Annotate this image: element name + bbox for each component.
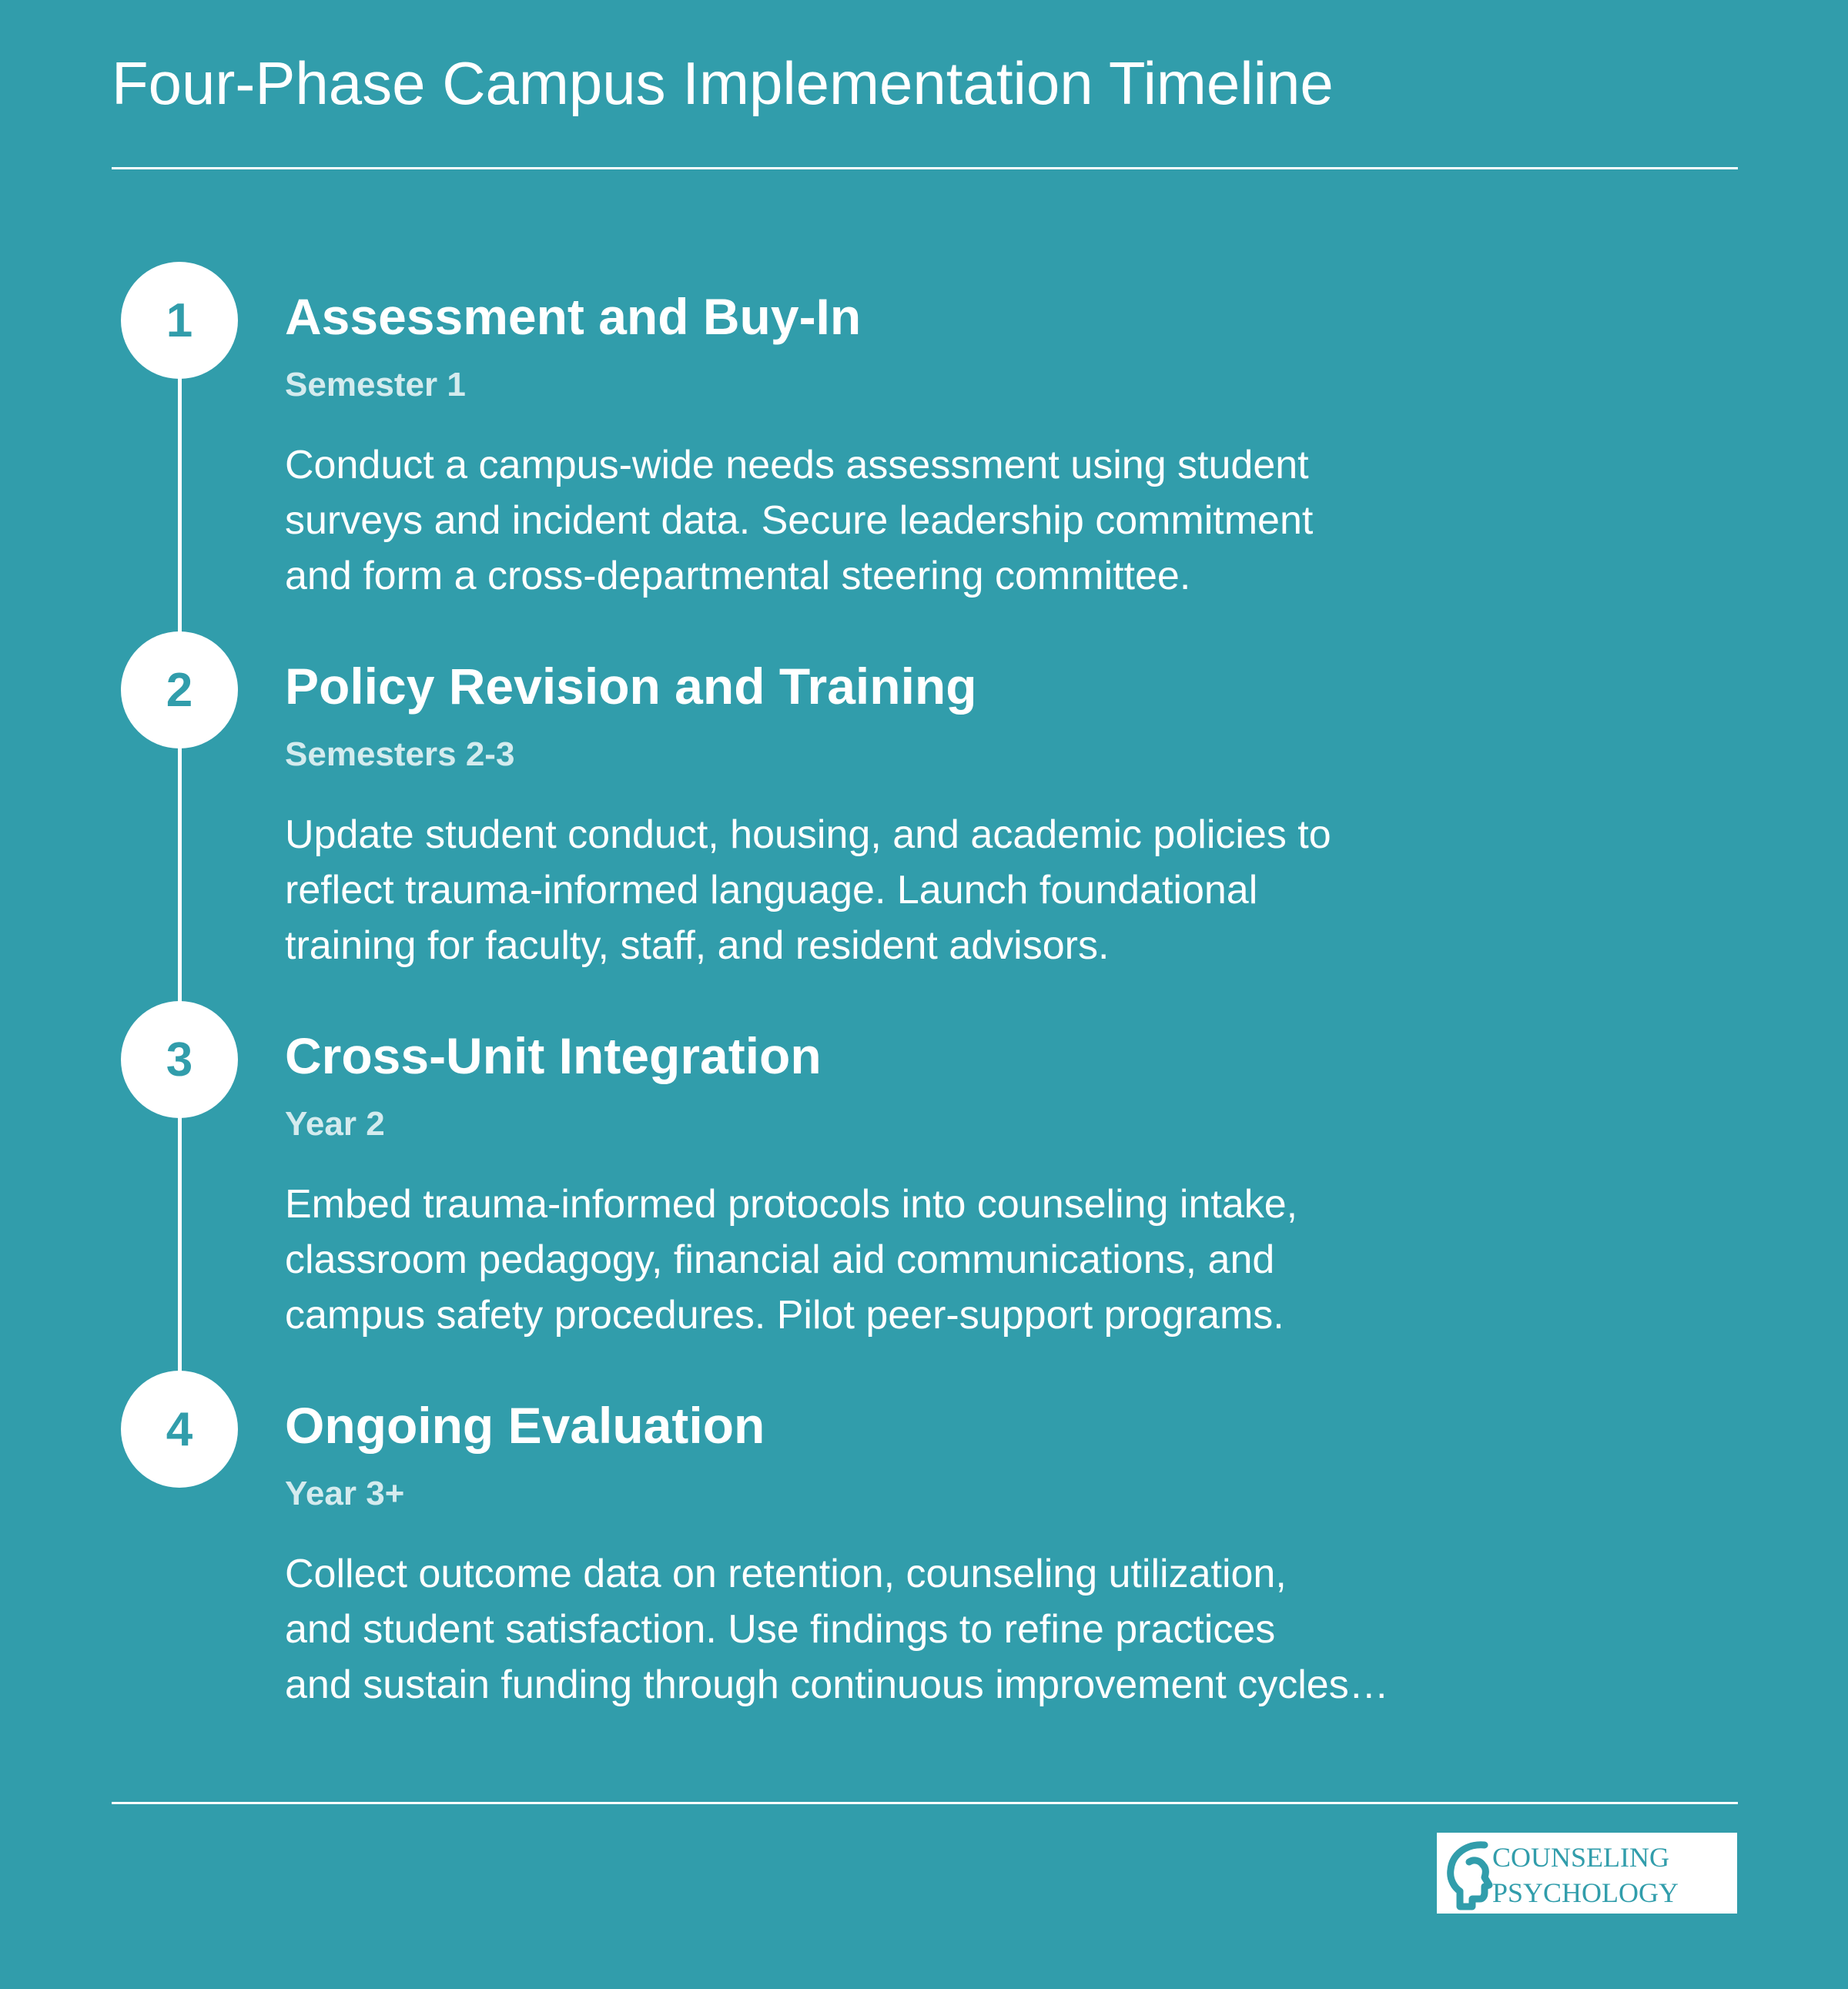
- timeline-connector: [178, 331, 182, 1432]
- phase-title: Cross-Unit Integration: [285, 1027, 822, 1084]
- phase-period: Year 3+: [285, 1475, 405, 1512]
- phase-description: [285, 1546, 1517, 1713]
- phase-number-badge: 1: [121, 262, 238, 379]
- bottom-divider: [112, 1802, 1738, 1804]
- page-title: Four-Phase Campus Implementation Timeline: [112, 49, 1334, 117]
- description-line: Collect outcome data on retention, counseling utilization,: [285, 1552, 1287, 1596]
- description-line: Embed trauma-informed protocols into counseling intake,: [285, 1182, 1298, 1227]
- description-line: Conduct a campus-wide needs assessment using student: [285, 443, 1309, 487]
- description-line: training for faculty, staff, and resident advisors.: [285, 923, 1110, 968]
- phase-number-badge: 4: [121, 1371, 238, 1488]
- phase-period: Year 2: [285, 1105, 385, 1143]
- description-line: and sustain funding through continuous improvement cycles…: [285, 1663, 1389, 1707]
- description-line: classroom pedagogy, financial aid communications, and: [285, 1237, 1275, 1282]
- logo-line-2: PSYCHOLOGY: [1492, 1877, 1679, 1908]
- description-line: surveys and incident data. Secure leadership commitment: [285, 498, 1314, 543]
- phase-period: Semesters 2-3: [285, 735, 515, 773]
- phase-number-badge: 3: [121, 1001, 238, 1118]
- phase-number-badge: 2: [121, 631, 238, 748]
- phase-period: Semester 1: [285, 366, 466, 403]
- phase-description: [285, 437, 1517, 604]
- description-line: reflect trauma-informed language. Launch foundational: [285, 868, 1258, 912]
- description-line: Update student conduct, housing, and academic policies to: [285, 812, 1331, 857]
- description-line: campus safety procedures. Pilot peer-support programs.: [285, 1293, 1284, 1338]
- phase-title: Policy Revision and Training: [285, 658, 977, 715]
- logo-graphic: [1437, 1833, 1737, 1914]
- counseling-psychology-logo: [1437, 1833, 1737, 1914]
- phase-description: [285, 1177, 1517, 1343]
- phase-description: [285, 807, 1517, 973]
- description-line: and form a cross-departmental steering committee.: [285, 554, 1191, 598]
- phase-title: Ongoing Evaluation: [285, 1397, 765, 1454]
- head-profile-icon: [1451, 1845, 1489, 1907]
- phase-title: Assessment and Buy-In: [285, 288, 862, 345]
- logo-line-1: COUNSELING: [1492, 1842, 1669, 1873]
- description-line: and student satisfaction. Use findings to refine practices: [285, 1607, 1276, 1652]
- top-divider: [112, 167, 1738, 169]
